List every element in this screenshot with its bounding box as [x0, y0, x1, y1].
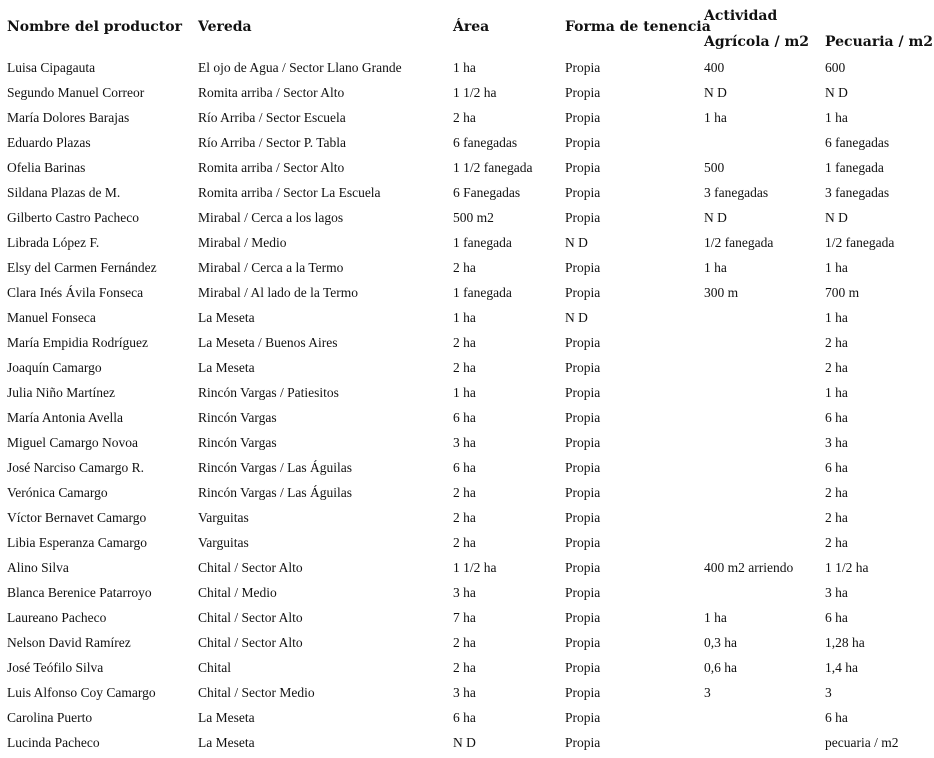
cell-area: 1 1/2 ha: [453, 560, 497, 575]
cell-area: 2 ha: [453, 510, 476, 525]
cell-tenencia: Propia: [565, 410, 601, 425]
cell-tenencia: Propia: [565, 535, 601, 550]
cell-area: 3 ha: [453, 435, 476, 450]
cell-tenencia: Propia: [565, 585, 601, 600]
cell-nombre: Laureano Pacheco: [7, 610, 107, 625]
cell-area: 1 ha: [453, 60, 476, 75]
cell-area: 2 ha: [453, 260, 476, 275]
table-row: [0, 230, 934, 255]
cell-pecuaria: 6 ha: [825, 610, 848, 625]
header-area: Área: [453, 19, 490, 35]
cell-tenencia: Propia: [565, 360, 601, 375]
cell-vereda: Mirabal / Cerca a los lagos: [198, 210, 344, 225]
cell-vereda: Chital / Sector Medio: [198, 685, 315, 700]
cell-agricola: 3 fanegadas: [704, 185, 769, 200]
cell-area: 500 m2: [453, 210, 494, 225]
cell-tenencia: Propia: [565, 485, 601, 500]
cell-tenencia: Propia: [565, 160, 601, 175]
cell-area: 1 fanegada: [453, 235, 512, 250]
cell-area: N D: [453, 735, 476, 750]
cell-agricola: 0,6 ha: [704, 660, 737, 675]
cell-nombre: Librada López F.: [7, 235, 100, 250]
cell-nombre: José Teófilo Silva: [7, 660, 104, 675]
cell-vereda: Rincón Vargas / Las Águilas: [198, 485, 352, 500]
cell-tenencia: Propia: [565, 460, 601, 475]
cell-area: 1 fanegada: [453, 285, 512, 300]
cell-pecuaria: 700 m: [825, 285, 860, 300]
cell-vereda: Chital / Sector Alto: [198, 610, 303, 625]
table-row: [0, 430, 934, 455]
cell-vereda: La Meseta: [198, 735, 255, 750]
cell-nombre: Luis Alfonso Coy Camargo: [7, 685, 156, 700]
cell-agricola: 0,3 ha: [704, 635, 737, 650]
cell-area: 6 ha: [453, 710, 476, 725]
cell-nombre: Joaquín Camargo: [7, 360, 102, 375]
cell-pecuaria: 2 ha: [825, 485, 848, 500]
cell-vereda: Chital / Sector Alto: [198, 635, 303, 650]
cell-tenencia: Propia: [565, 335, 601, 350]
cell-pecuaria: 1,4 ha: [825, 660, 858, 675]
table-row: [0, 505, 934, 530]
table-row: [0, 705, 934, 730]
cell-pecuaria: 1 1/2 ha: [825, 560, 869, 575]
cell-area: 2 ha: [453, 535, 476, 550]
table-row: [0, 680, 934, 705]
cell-pecuaria: 1/2 fanegada: [825, 235, 895, 250]
cell-pecuaria: pecuaria / m2: [825, 735, 899, 750]
cell-agricola: 400: [704, 60, 725, 75]
table-row: [0, 630, 934, 655]
table-row: [0, 105, 934, 130]
cell-area: 7 ha: [453, 610, 476, 625]
table-row: [0, 255, 934, 280]
cell-pecuaria: N D: [825, 210, 848, 225]
cell-agricola: 1 ha: [704, 610, 727, 625]
cell-tenencia: Propia: [565, 210, 601, 225]
table-row: [0, 555, 934, 580]
cell-nombre: Ofelia Barinas: [7, 160, 86, 175]
cell-vereda: Romita arriba / Sector La Escuela: [198, 185, 381, 200]
cell-pecuaria: 2 ha: [825, 335, 848, 350]
cell-tenencia: N D: [565, 235, 588, 250]
cell-pecuaria: 1 ha: [825, 310, 848, 325]
cell-vereda: La Meseta / Buenos Aires: [198, 335, 338, 350]
cell-nombre: José Narciso Camargo R.: [7, 460, 144, 475]
cell-vereda: Río Arriba / Sector P. Tabla: [198, 135, 347, 150]
cell-agricola: N D: [704, 210, 727, 225]
cell-pecuaria: 1 ha: [825, 385, 848, 400]
cell-area: 2 ha: [453, 110, 476, 125]
cell-pecuaria: N D: [825, 85, 848, 100]
cell-tenencia: Propia: [565, 85, 601, 100]
cell-nombre: Lucinda Pacheco: [7, 735, 100, 750]
table-row: [0, 405, 934, 430]
cell-tenencia: Propia: [565, 60, 601, 75]
cell-tenencia: Propia: [565, 285, 601, 300]
table-row: [0, 330, 934, 355]
cell-agricola: N D: [704, 85, 727, 100]
cell-nombre: Miguel Camargo Novoa: [7, 435, 138, 450]
table-row: [0, 605, 934, 630]
cell-tenencia: Propia: [565, 185, 601, 200]
cell-pecuaria: 3: [825, 685, 832, 700]
table-row: [0, 180, 934, 205]
cell-nombre: Julia Niño Martínez: [7, 385, 115, 400]
table-row: [0, 455, 934, 480]
cell-vereda: Chital: [198, 660, 231, 675]
cell-nombre: Nelson David Ramírez: [7, 635, 131, 650]
table-row: [0, 80, 934, 105]
cell-agricola: 3: [704, 685, 711, 700]
cell-tenencia: Propia: [565, 135, 601, 150]
table-row: [0, 480, 934, 505]
cell-agricola: 1/2 fanegada: [704, 235, 774, 250]
cell-area: 6 Fanegadas: [453, 185, 521, 200]
cell-area: 1 ha: [453, 385, 476, 400]
cell-vereda: La Meseta: [198, 310, 255, 325]
cell-tenencia: Propia: [565, 610, 601, 625]
cell-tenencia: Propia: [565, 110, 601, 125]
table-row: [0, 205, 934, 230]
cell-pecuaria: 3 ha: [825, 585, 848, 600]
cell-tenencia: Propia: [565, 435, 601, 450]
cell-nombre: Clara Inés Ávila Fonseca: [7, 285, 144, 300]
cell-pecuaria: 6 fanegadas: [825, 135, 890, 150]
cell-pecuaria: 2 ha: [825, 360, 848, 375]
cell-agricola: 1 ha: [704, 110, 727, 125]
cell-nombre: Carolina Puerto: [7, 710, 93, 725]
cell-pecuaria: 3 fanegadas: [825, 185, 890, 200]
cell-area: 6 ha: [453, 410, 476, 425]
cell-pecuaria: 6 ha: [825, 410, 848, 425]
cell-pecuaria: 2 ha: [825, 535, 848, 550]
cell-pecuaria: 6 ha: [825, 710, 848, 725]
cell-area: 2 ha: [453, 660, 476, 675]
table-row: [0, 355, 934, 380]
cell-tenencia: Propia: [565, 260, 601, 275]
cell-pecuaria: 2 ha: [825, 510, 848, 525]
cell-pecuaria: 3 ha: [825, 435, 848, 450]
cell-vereda: Romita arriba / Sector Alto: [198, 160, 345, 175]
cell-nombre: María Antonia Avella: [7, 410, 123, 425]
cell-area: 2 ha: [453, 635, 476, 650]
cell-vereda: Chital / Medio: [198, 585, 277, 600]
cell-nombre: María Empidia Rodríguez: [7, 335, 148, 350]
table-row: [0, 305, 934, 330]
cell-area: 3 ha: [453, 585, 476, 600]
cell-area: 6 fanegadas: [453, 135, 518, 150]
cell-tenencia: Propia: [565, 660, 601, 675]
header-pecuaria: Pecuaria / m2: [825, 34, 934, 50]
cell-tenencia: Propia: [565, 685, 601, 700]
cell-vereda: Varguitas: [198, 535, 249, 550]
cell-area: 1 ha: [453, 310, 476, 325]
table-row: [0, 380, 934, 405]
cell-area: 1 1/2 fanegada: [453, 160, 533, 175]
cell-tenencia: N D: [565, 310, 588, 325]
cell-area: 2 ha: [453, 360, 476, 375]
cell-nombre: María Dolores Barajas: [7, 110, 130, 125]
cell-vereda: Mirabal / Medio: [198, 235, 287, 250]
cell-pecuaria: 1 ha: [825, 260, 848, 275]
cell-vereda: Rincón Vargas: [198, 435, 277, 450]
cell-nombre: Luisa Cipagauta: [7, 60, 96, 75]
cell-nombre: Libia Esperanza Camargo: [7, 535, 147, 550]
table-body: [0, 55, 934, 755]
cell-tenencia: Propia: [565, 735, 601, 750]
cell-tenencia: Propia: [565, 710, 601, 725]
cell-nombre: Alino Silva: [7, 560, 69, 575]
cell-nombre: Verónica Camargo: [7, 485, 108, 500]
header-agricola: Agrícola / m2: [704, 34, 810, 50]
cell-vereda: Romita arriba / Sector Alto: [198, 85, 345, 100]
cell-tenencia: Propia: [565, 635, 601, 650]
cell-nombre: Manuel Fonseca: [7, 310, 96, 325]
cell-nombre: Sildana Plazas de M.: [7, 185, 121, 200]
cell-pecuaria: 1,28 ha: [825, 635, 865, 650]
cell-nombre: Gilberto Castro Pacheco: [7, 210, 139, 225]
cell-vereda: El ojo de Agua / Sector Llano Grande: [198, 60, 402, 75]
table-header: [0, 0, 934, 55]
cell-vereda: Rincón Vargas / Patiesitos: [198, 385, 339, 400]
cell-vereda: La Meseta: [198, 360, 255, 375]
cell-area: 3 ha: [453, 685, 476, 700]
header-vereda: Vereda: [198, 19, 252, 35]
table-row: [0, 655, 934, 680]
cell-vereda: Varguitas: [198, 510, 249, 525]
cell-nombre: Eduardo Plazas: [7, 135, 91, 150]
header-actividad: Actividad: [704, 8, 778, 24]
cell-agricola: 500: [704, 160, 725, 175]
cell-tenencia: Propia: [565, 560, 601, 575]
table-row: [0, 155, 934, 180]
table-row: [0, 730, 934, 755]
cell-area: 1 1/2 ha: [453, 85, 497, 100]
cell-agricola: 1 ha: [704, 260, 727, 275]
table-row: [0, 530, 934, 555]
cell-area: 2 ha: [453, 485, 476, 500]
cell-area: 6 ha: [453, 460, 476, 475]
cell-pecuaria: 1 ha: [825, 110, 848, 125]
cell-vereda: Rincón Vargas: [198, 410, 277, 425]
cell-vereda: La Meseta: [198, 710, 255, 725]
cell-nombre: Elsy del Carmen Fernández: [7, 260, 157, 275]
cell-vereda: Río Arriba / Sector Escuela: [198, 110, 346, 125]
cell-pecuaria: 6 ha: [825, 460, 848, 475]
cell-tenencia: Propia: [565, 385, 601, 400]
cell-tenencia: Propia: [565, 510, 601, 525]
cell-vereda: Mirabal / Al lado de la Termo: [198, 285, 359, 300]
cell-area: 2 ha: [453, 335, 476, 350]
table-row: [0, 130, 934, 155]
table-row: [0, 580, 934, 605]
cell-agricola: 400 m2 arriendo: [704, 560, 794, 575]
cell-vereda: Chital / Sector Alto: [198, 560, 303, 575]
cell-vereda: Mirabal / Cerca a la Termo: [198, 260, 344, 275]
cell-nombre: Blanca Berenice Patarroyo: [7, 585, 152, 600]
header-tenencia: Forma de tenencia: [565, 19, 711, 35]
table-row: [0, 280, 934, 305]
cell-agricola: 300 m: [704, 285, 739, 300]
table-row: [0, 55, 934, 80]
cell-pecuaria: 600: [825, 60, 846, 75]
header-nombre: Nombre del productor: [7, 19, 182, 35]
cell-nombre: Víctor Bernavet Camargo: [7, 510, 147, 525]
cell-vereda: Rincón Vargas / Las Águilas: [198, 460, 352, 475]
cell-nombre: Segundo Manuel Correor: [7, 85, 145, 100]
cell-pecuaria: 1 fanegada: [825, 160, 884, 175]
